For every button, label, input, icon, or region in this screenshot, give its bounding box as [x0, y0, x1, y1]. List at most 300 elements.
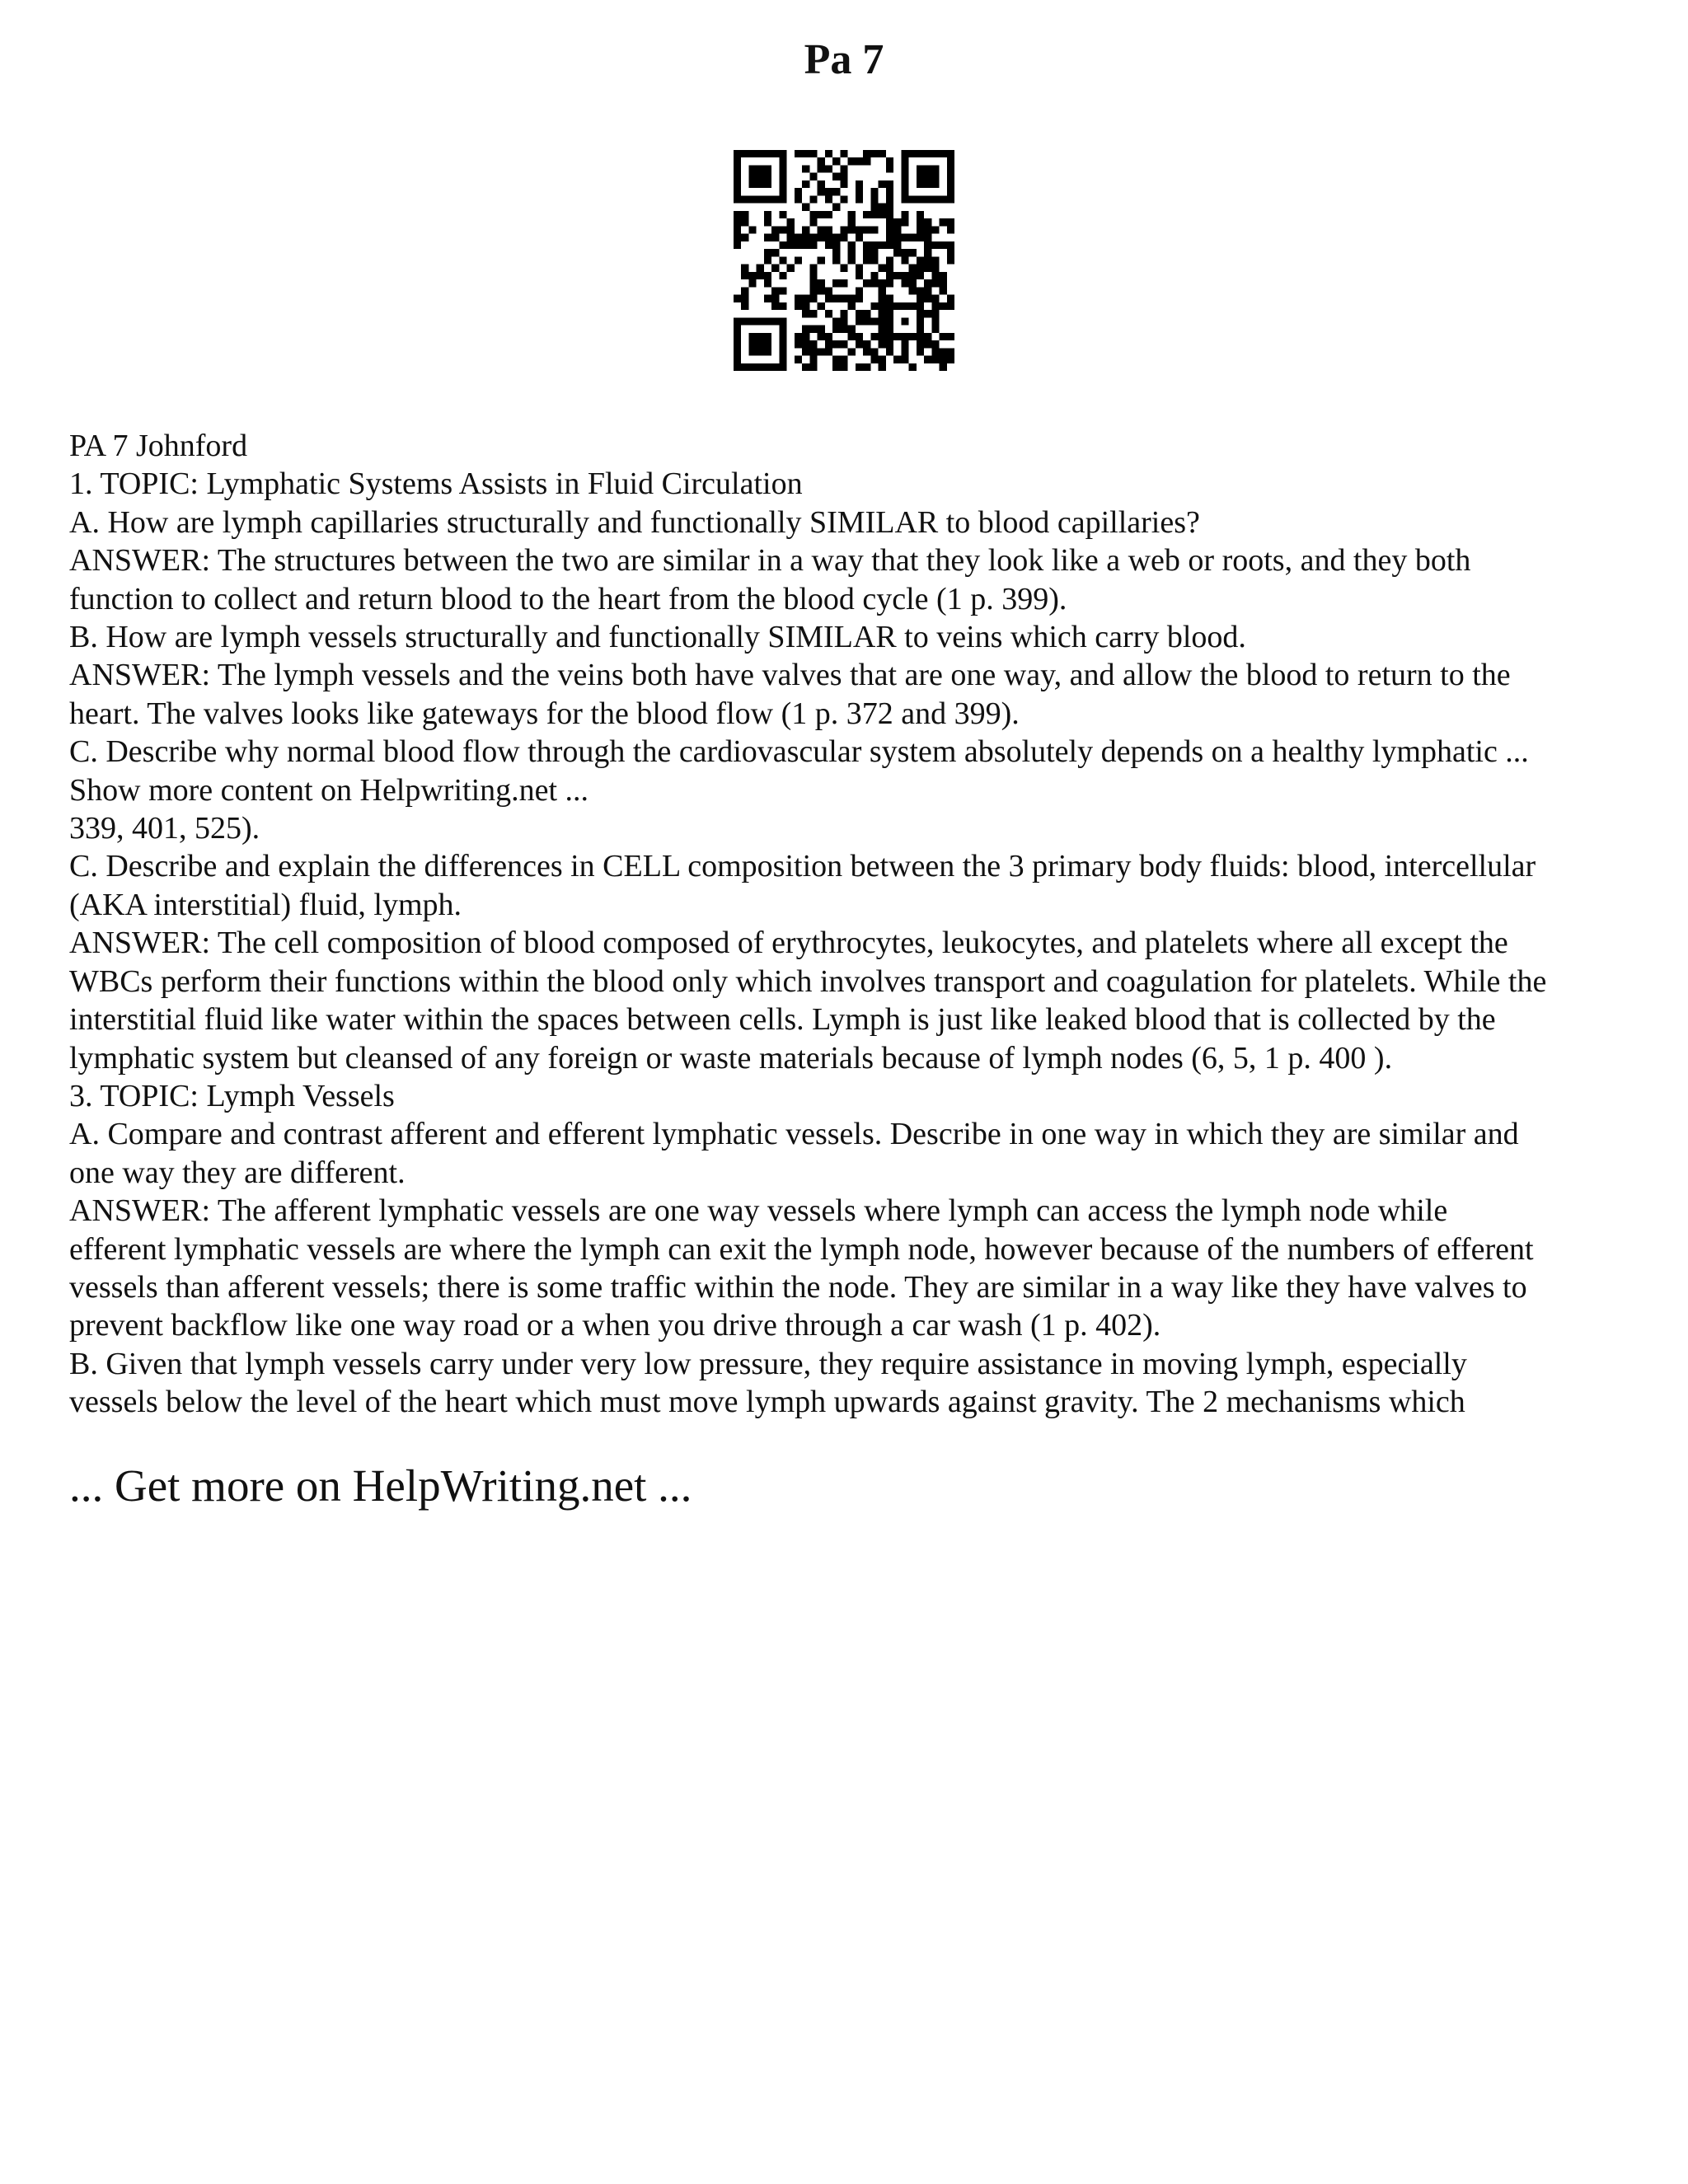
- qr-module: [917, 348, 924, 355]
- qr-module: [931, 265, 939, 272]
- qr-module: [748, 279, 756, 287]
- qr-module: [879, 340, 886, 348]
- qr-module: [870, 356, 878, 363]
- qr-module: [856, 363, 863, 371]
- qr-module: [940, 287, 947, 294]
- qr-module: [917, 226, 924, 233]
- qr-module: [947, 195, 954, 203]
- qr-module: [832, 241, 840, 249]
- qr-module: [787, 234, 795, 241]
- document-line: 339, 401, 525).: [69, 811, 260, 846]
- qr-module: [879, 211, 886, 218]
- qr-module: [771, 195, 779, 203]
- qr-module: [741, 211, 748, 218]
- qr-module: [901, 272, 908, 279]
- qr-module: [809, 295, 817, 302]
- qr-module: [748, 165, 756, 172]
- qr-module: [802, 180, 809, 188]
- qr-module: [931, 226, 939, 233]
- qr-module: [909, 249, 917, 256]
- qr-module: [757, 150, 764, 157]
- qr-module: [734, 150, 741, 157]
- qr-module: [917, 173, 924, 180]
- qr-module: [779, 188, 786, 195]
- qr-module: [870, 195, 878, 203]
- document-line: 3. TOPIC: Lymph Vessels: [69, 1078, 395, 1113]
- qr-module: [909, 272, 917, 279]
- qr-module: [734, 317, 741, 325]
- qr-module: [940, 150, 947, 157]
- qr-module: [779, 333, 786, 340]
- qr-module: [764, 363, 771, 371]
- qr-module: [886, 272, 893, 279]
- qr-module: [863, 279, 870, 287]
- qr-module: [809, 363, 817, 371]
- qr-module: [909, 150, 917, 157]
- qr-module: [809, 287, 817, 294]
- document-line: interstitial fluid like water within the spaces between cells. Lymph is just like leaked blood that is collected by the: [69, 1002, 1496, 1038]
- qr-module: [840, 234, 847, 241]
- qr-module: [757, 180, 764, 188]
- document-line: one way they are different.: [69, 1155, 406, 1190]
- qr-module: [870, 226, 878, 233]
- qr-module: [802, 302, 809, 310]
- qr-module: [886, 333, 893, 340]
- document-line: vessels below the level of the heart which must move lymph upwards against gravity. The 2 mechanisms which: [69, 1385, 1465, 1420]
- qr-module: [779, 180, 786, 188]
- qr-module: [748, 333, 756, 340]
- qr-module: [734, 195, 741, 203]
- qr-module: [940, 279, 947, 287]
- document-line: ANSWER: The afferent lymphatic vessels are one way vessels where lymph can access the lymph node while: [69, 1193, 1448, 1229]
- qr-module: [764, 173, 771, 180]
- qr-module: [947, 188, 954, 195]
- qr-module: [931, 150, 939, 157]
- qr-module: [917, 265, 924, 272]
- qr-module: [924, 165, 931, 172]
- qr-module: [856, 333, 863, 340]
- qr-module: [931, 326, 939, 333]
- qr-module: [779, 195, 786, 203]
- qr-module: [879, 204, 886, 211]
- qr-module: [764, 272, 771, 279]
- qr-module: [870, 317, 878, 325]
- qr-module: [771, 150, 779, 157]
- qr-module: [924, 333, 931, 340]
- qr-module: [840, 150, 847, 157]
- qr-module: [870, 150, 878, 157]
- document-line: PA 7 Johnford: [69, 429, 248, 463]
- document-line: ANSWER: The lymph vessels and the veins both have valves that are one way, and allow the blood to return to the: [69, 658, 1511, 693]
- qr-module: [863, 157, 870, 165]
- qr-module: [886, 241, 893, 249]
- qr-module: [832, 157, 840, 165]
- qr-module: [886, 279, 893, 287]
- qr-module: [734, 234, 741, 241]
- qr-module: [848, 333, 856, 340]
- qr-module: [886, 195, 893, 203]
- qr-module: [748, 340, 756, 348]
- qr-module: [764, 218, 771, 226]
- qr-module: [848, 348, 856, 355]
- qr-module: [940, 356, 947, 363]
- qr-module: [856, 188, 863, 195]
- qr-module: [734, 241, 741, 249]
- qr-module: [809, 218, 817, 226]
- qr-module: [764, 348, 771, 355]
- qr-module: [764, 295, 771, 302]
- qr-module: [931, 279, 939, 287]
- qr-module: [764, 195, 771, 203]
- qr-module: [741, 363, 748, 371]
- qr-module: [917, 310, 924, 317]
- qr-module: [909, 279, 917, 287]
- qr-module: [886, 218, 893, 226]
- qr-module: [734, 226, 741, 233]
- qr-module: [779, 317, 786, 325]
- qr-module: [856, 272, 863, 279]
- qr-module: [818, 287, 825, 294]
- qr-module: [809, 195, 817, 203]
- document-line: C. Describe and explain the differences in CELL composition between the 3 primary body fluids: blood, intercellular: [69, 849, 1536, 884]
- qr-module: [840, 165, 847, 172]
- qr-module: [779, 272, 786, 279]
- qr-module: [809, 348, 817, 355]
- qr-module: [764, 180, 771, 188]
- qr-module: [848, 157, 856, 165]
- qr-module: [795, 241, 802, 249]
- qr-module: [931, 356, 939, 363]
- qr-module: [901, 340, 908, 348]
- qr-module: [870, 188, 878, 195]
- qr-module: [848, 211, 856, 218]
- qr-module: [917, 287, 924, 294]
- qr-module: [809, 241, 817, 249]
- qr-module: [870, 302, 878, 310]
- qr-module: [757, 317, 764, 325]
- document-line: ANSWER: The cell composition of blood composed of erythrocytes, leukocytes, and platelets where all except the: [69, 926, 1508, 961]
- qr-module: [825, 188, 832, 195]
- qr-module: [809, 234, 817, 241]
- document-line: B. How are lymph vessels structurally and functionally SIMILAR to veins which carry blood.: [69, 620, 1246, 655]
- qr-module: [901, 333, 908, 340]
- qr-module: [870, 256, 878, 264]
- qr-module: [909, 287, 917, 294]
- qr-module: [757, 340, 764, 348]
- qr-module: [771, 287, 779, 294]
- qr-module: [802, 241, 809, 249]
- show-more-link[interactable]: Show more content on Helpwriting.net ...: [69, 772, 589, 808]
- qr-module: [870, 348, 878, 355]
- qr-module: [825, 287, 832, 294]
- qr-module: [886, 188, 893, 195]
- qr-module: [856, 234, 863, 241]
- qr-module: [757, 165, 764, 172]
- qr-module: [893, 249, 901, 256]
- qr-module: [886, 234, 893, 241]
- qr-module: [825, 234, 832, 241]
- qr-module: [917, 317, 924, 325]
- qr-module: [879, 310, 886, 317]
- qr-module: [825, 211, 832, 218]
- qr-module: [886, 256, 893, 264]
- qr-module: [764, 333, 771, 340]
- qr-module: [741, 150, 748, 157]
- qr-module: [909, 234, 917, 241]
- qr-module: [924, 173, 931, 180]
- qr-module: [947, 256, 954, 264]
- qr-module: [795, 302, 802, 310]
- qr-module: [802, 348, 809, 355]
- qr-module: [802, 295, 809, 302]
- document-line: WBCs perform their functions within the blood only which involves transport and coagulation for platelets. While the: [69, 963, 1547, 999]
- qr-module: [825, 226, 832, 233]
- qr-module: [764, 150, 771, 157]
- qr-module: [748, 150, 756, 157]
- document-line: heart. The valves looks like gateways for the blood flow (1 p. 372 and 399).: [69, 696, 1020, 731]
- qr-module: [840, 265, 847, 272]
- qr-module: [863, 310, 870, 317]
- qr-module: [840, 279, 847, 287]
- qr-module: [870, 272, 878, 279]
- qr-module: [924, 226, 931, 233]
- qr-module: [840, 173, 847, 180]
- qr-module: [832, 249, 840, 256]
- qr-module: [924, 234, 931, 241]
- qr-module: [840, 317, 847, 325]
- qr-module: [931, 317, 939, 325]
- qr-module: [947, 218, 954, 226]
- qr-module: [787, 241, 795, 249]
- qr-module: [771, 295, 779, 302]
- qr-module: [825, 165, 832, 172]
- qr-module: [940, 241, 947, 249]
- qr-module: [931, 340, 939, 348]
- qr-module: [947, 150, 954, 157]
- document-line: 1. TOPIC: Lymphatic Systems Assists in Fluid Circulation: [69, 466, 803, 502]
- qr-module: [924, 310, 931, 317]
- qr-module: [863, 241, 870, 249]
- qr-module: [818, 211, 825, 218]
- qr-module: [741, 317, 748, 325]
- qr-module: [879, 302, 886, 310]
- qr-module: [825, 295, 832, 302]
- qr-module: [940, 272, 947, 279]
- qr-module: [947, 302, 954, 310]
- qr-module: [879, 279, 886, 287]
- qr-module: [886, 317, 893, 325]
- qr-module: [779, 287, 786, 294]
- qr-module: [886, 180, 893, 188]
- qr-module: [741, 295, 748, 302]
- qr-module: [856, 265, 863, 272]
- qr-module: [832, 279, 840, 287]
- qr-module: [787, 218, 795, 226]
- qr-module: [893, 356, 901, 363]
- document-line: function to collect and return blood to the heart from the blood cycle (1 p. 399).: [69, 581, 1067, 616]
- qr-module: [947, 241, 954, 249]
- qr-module: [870, 249, 878, 256]
- qr-module: [840, 226, 847, 233]
- document-line: (AKA interstitial) fluid, lymph.: [69, 887, 462, 922]
- qr-module: [909, 302, 917, 310]
- qr-module: [848, 295, 856, 302]
- qr-module: [832, 356, 840, 363]
- qr-module: [840, 356, 847, 363]
- qr-module: [741, 234, 748, 241]
- qr-module: [779, 150, 786, 157]
- qr-module: [901, 348, 908, 355]
- qr-module: [863, 340, 870, 348]
- qr-module: [924, 287, 931, 294]
- qr-module: [901, 188, 908, 195]
- qr-module: [917, 150, 924, 157]
- qr-module: [771, 234, 779, 241]
- qr-module: [779, 363, 786, 371]
- qr-module: [802, 234, 809, 241]
- qr-module: [748, 348, 756, 355]
- qr-module: [848, 326, 856, 333]
- qr-module: [901, 249, 908, 256]
- qr-module: [901, 356, 908, 363]
- qr-module: [917, 180, 924, 188]
- qr-module: [879, 356, 886, 363]
- get-more-link[interactable]: ... Get more on HelpWriting.net ...: [69, 1460, 692, 1511]
- qr-module: [840, 180, 847, 188]
- qr-module: [879, 265, 886, 272]
- qr-module: [771, 265, 779, 272]
- qr-module: [734, 348, 741, 355]
- qr-module: [757, 333, 764, 340]
- qr-module: [917, 165, 924, 172]
- qr-module: [886, 340, 893, 348]
- qr-module: [931, 241, 939, 249]
- qr-module: [734, 173, 741, 180]
- qr-module: [764, 256, 771, 264]
- qr-module: [870, 211, 878, 218]
- qr-module: [931, 256, 939, 264]
- qr-module: [734, 333, 741, 340]
- qr-module: [940, 218, 947, 226]
- document-line: ANSWER: The structures between the two are similar in a way that they look like a web or roots, and they both: [69, 543, 1471, 579]
- document-line: B. Given that lymph vessels carry under very low pressure, they require assistance in moving lymph, especially: [69, 1346, 1467, 1381]
- qr-module: [764, 317, 771, 325]
- qr-module: [818, 326, 825, 333]
- qr-module: [917, 272, 924, 279]
- qr-module: [809, 211, 817, 218]
- qr-module: [764, 279, 771, 287]
- qr-module: [764, 249, 771, 256]
- qr-module: [779, 340, 786, 348]
- qr-module: [901, 302, 908, 310]
- qr-module: [779, 302, 786, 310]
- qr-module: [795, 234, 802, 241]
- qr-module: [863, 211, 870, 218]
- qr-module: [917, 302, 924, 310]
- qr-module: [757, 348, 764, 355]
- qr-module: [818, 188, 825, 195]
- qr-module: [901, 218, 908, 226]
- qr-module: [924, 356, 931, 363]
- qr-module: [917, 340, 924, 348]
- qr-module: [901, 157, 908, 165]
- qr-module: [840, 295, 847, 302]
- qr-module: [931, 302, 939, 310]
- qr-module: [779, 326, 786, 333]
- qr-module: [931, 173, 939, 180]
- qr-module: [757, 195, 764, 203]
- qr-module: [863, 317, 870, 325]
- qr-module: [795, 150, 802, 157]
- qr-module: [741, 302, 748, 310]
- qr-module: [818, 302, 825, 310]
- qr-module: [870, 204, 878, 211]
- qr-module: [795, 188, 802, 195]
- qr-module: [734, 165, 741, 172]
- qr-module: [825, 333, 832, 340]
- qr-module: [779, 256, 786, 264]
- qr-module: [879, 333, 886, 340]
- qr-module: [741, 265, 748, 272]
- qr-module: [924, 180, 931, 188]
- qr-module: [917, 218, 924, 226]
- qr-module: [947, 180, 954, 188]
- qr-module: [863, 226, 870, 233]
- qr-module: [802, 340, 809, 348]
- qr-module: [795, 340, 802, 348]
- qr-module: [741, 272, 748, 279]
- qr-module: [809, 173, 817, 180]
- qr-module: [757, 173, 764, 180]
- qr-module: [825, 195, 832, 203]
- qr-module: [840, 326, 847, 333]
- qr-module: [924, 279, 931, 287]
- document-line: prevent backflow like one way road or a when you drive through a car wash (1 p. 402).: [69, 1308, 1161, 1343]
- qr-module: [818, 256, 825, 264]
- qr-module: [802, 226, 809, 233]
- document-line: vessels than afferent vessels; there is some traffic within the node. They are similar in a way like they have valves to: [69, 1269, 1527, 1305]
- qr-module: [802, 165, 809, 172]
- qr-module: [901, 150, 908, 157]
- qr-module: [947, 333, 954, 340]
- qr-module: [825, 310, 832, 317]
- qr-module: [947, 295, 954, 302]
- qr-module: [879, 150, 886, 157]
- qr-module: [818, 279, 825, 287]
- qr-module: [909, 333, 917, 340]
- qr-module: [771, 226, 779, 233]
- qr-module: [848, 302, 856, 310]
- qr-module: [779, 226, 786, 233]
- qr-module: [734, 356, 741, 363]
- qr-module: [771, 249, 779, 256]
- qr-module: [940, 333, 947, 340]
- qr-module: [832, 234, 840, 241]
- qr-module: [832, 256, 840, 264]
- qr-module: [940, 302, 947, 310]
- qr-module: [893, 302, 901, 310]
- qr-module: [917, 295, 924, 302]
- qr-module: [856, 317, 863, 325]
- qr-module: [886, 310, 893, 317]
- page-title: Pa 7: [804, 36, 884, 83]
- qr-module: [734, 363, 741, 371]
- qr-module: [802, 363, 809, 371]
- qr-module: [947, 165, 954, 172]
- qr-module: [748, 363, 756, 371]
- qr-module: [886, 211, 893, 218]
- qr-module: [856, 287, 863, 294]
